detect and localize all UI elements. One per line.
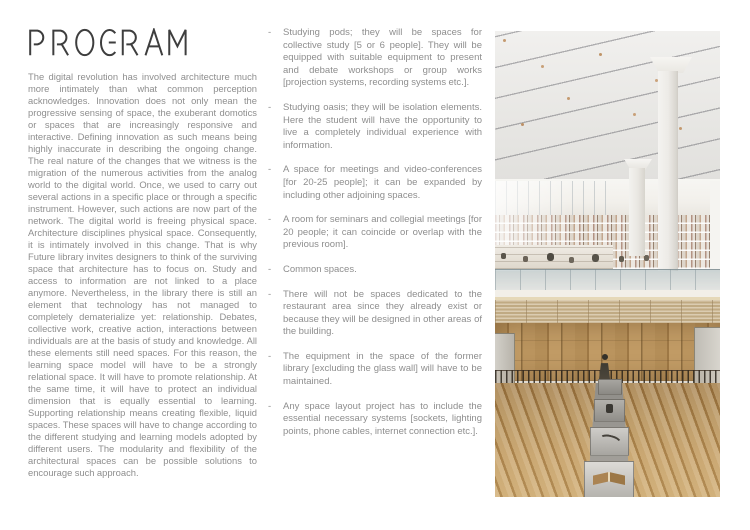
photo-display-case — [598, 379, 622, 395]
photo-display-case — [590, 427, 629, 456]
bullet-dash: - — [268, 400, 272, 412]
bullet-dash: - — [268, 263, 272, 275]
library-photo — [495, 31, 720, 497]
program-item — [268, 401, 482, 439]
photo-stone-parapet — [495, 297, 720, 326]
photo-right-window — [710, 181, 720, 269]
program-item — [268, 27, 482, 90]
photo-glass-balustrade — [495, 269, 720, 291]
left-column — [28, 28, 257, 479]
intro-paragraph: The digital revolution has involved architecture much more intimately than what common perception acknowledges. Innovation does not only mean the progressive sensing of space, the exuberant domotics or spaces that are increasingly responsive and interactive. Defining innovation as such means being highly inaccurate in describing the ongoing change. The real nature of the changes that we witness is the migration of the numerous activities from the analog world to the digital world. Once, we used to carry out several actions in a specific place or through a specific instrument. However, such actions are now part of the network. The digital world is freeing physical space. Architecture disciplines physical space. Consequently, it is intimately involved in this change. That is why Future library invites designers to think of the surviving space that architecture has to focus on. Study and access to information are not linked to a place anymore. Nevertheless, in the library there is still an element that technology has not managed to completely dematerialize yet: relationship. Debates, collective work, creative action, interactions between individuals are at the basis of study and knowledge. All these elements still need spaces. For this reason, the learning space model will have to be a strongly relational space. It will have to promote relationship. At the same time, it will have to protect an individual dimension that is equally essential to learning. Supporting relationship means creating flexible, liquid spaces. These spaces will have to change according to the different studying and learning models adopted by different users. The modularity and flexibility of the architectural spaces can be possible solutions to encourage such approach. — [28, 71, 257, 478]
program-item — [268, 214, 482, 252]
photo-display-case — [584, 461, 634, 497]
photo-ceiling-lights — [503, 39, 506, 42]
program-item-text: There will not be spaces dedicated to the restaurant area since they already exist or because they will be designed in other areas of the building. — [283, 288, 482, 338]
program-item-text: Studying oasis; they will be isolation elements. Here the student will have the opportunity to live a completely individual experience with information. — [283, 101, 482, 151]
bullet-dash: - — [268, 27, 272, 38]
program-item-text: Common spaces. — [283, 263, 357, 275]
program-item — [268, 264, 482, 277]
program-item — [268, 164, 482, 202]
photo-artifact — [606, 404, 613, 413]
bullet-dash: - — [268, 288, 272, 300]
photo-column-small — [629, 168, 645, 256]
photo-column-large — [658, 71, 678, 271]
bullet-dash: - — [268, 101, 272, 113]
program-list — [268, 27, 482, 450]
photo-floor-ledge — [495, 290, 720, 297]
program-item — [268, 289, 482, 339]
program-item — [268, 102, 482, 152]
program-item — [268, 351, 482, 389]
program-item-text: The equipment in the space of the former library [excluding the glass wall] will have to be maintained. — [283, 350, 482, 388]
program-item-text: Any space layout project has to include the essential necessary systems [sockets, lighting points, phone cables, internet connection etc.]. — [283, 400, 482, 437]
photo-people — [501, 253, 506, 259]
bullet-dash: - — [268, 350, 272, 362]
program-item-text: Studying pods; they will be spaces for collective study [5 or 6 people]. They will be equipped with suitable equipment to present and debate workshops or group works [projection systems, recording systems etc.]. — [283, 27, 482, 89]
photo-reading-terrace — [495, 245, 613, 269]
photo-visitor — [602, 354, 608, 360]
photo-open-book — [593, 472, 625, 485]
program-item-text: A room for seminars and collegial meetings [for 20 people; it can coincide or overlap with the previous room]. — [283, 214, 482, 251]
bullet-dash: - — [268, 164, 272, 176]
photo-ceiling — [495, 31, 720, 201]
photo-display-case — [594, 399, 625, 422]
photo-artifact — [596, 432, 622, 450]
bullet-dash: - — [268, 214, 272, 226]
page-title — [28, 28, 257, 58]
program-item-text: A space for meetings and video-conferences [for 20-25 people]; it can be expanded by including other adjoining spaces. — [283, 164, 482, 201]
